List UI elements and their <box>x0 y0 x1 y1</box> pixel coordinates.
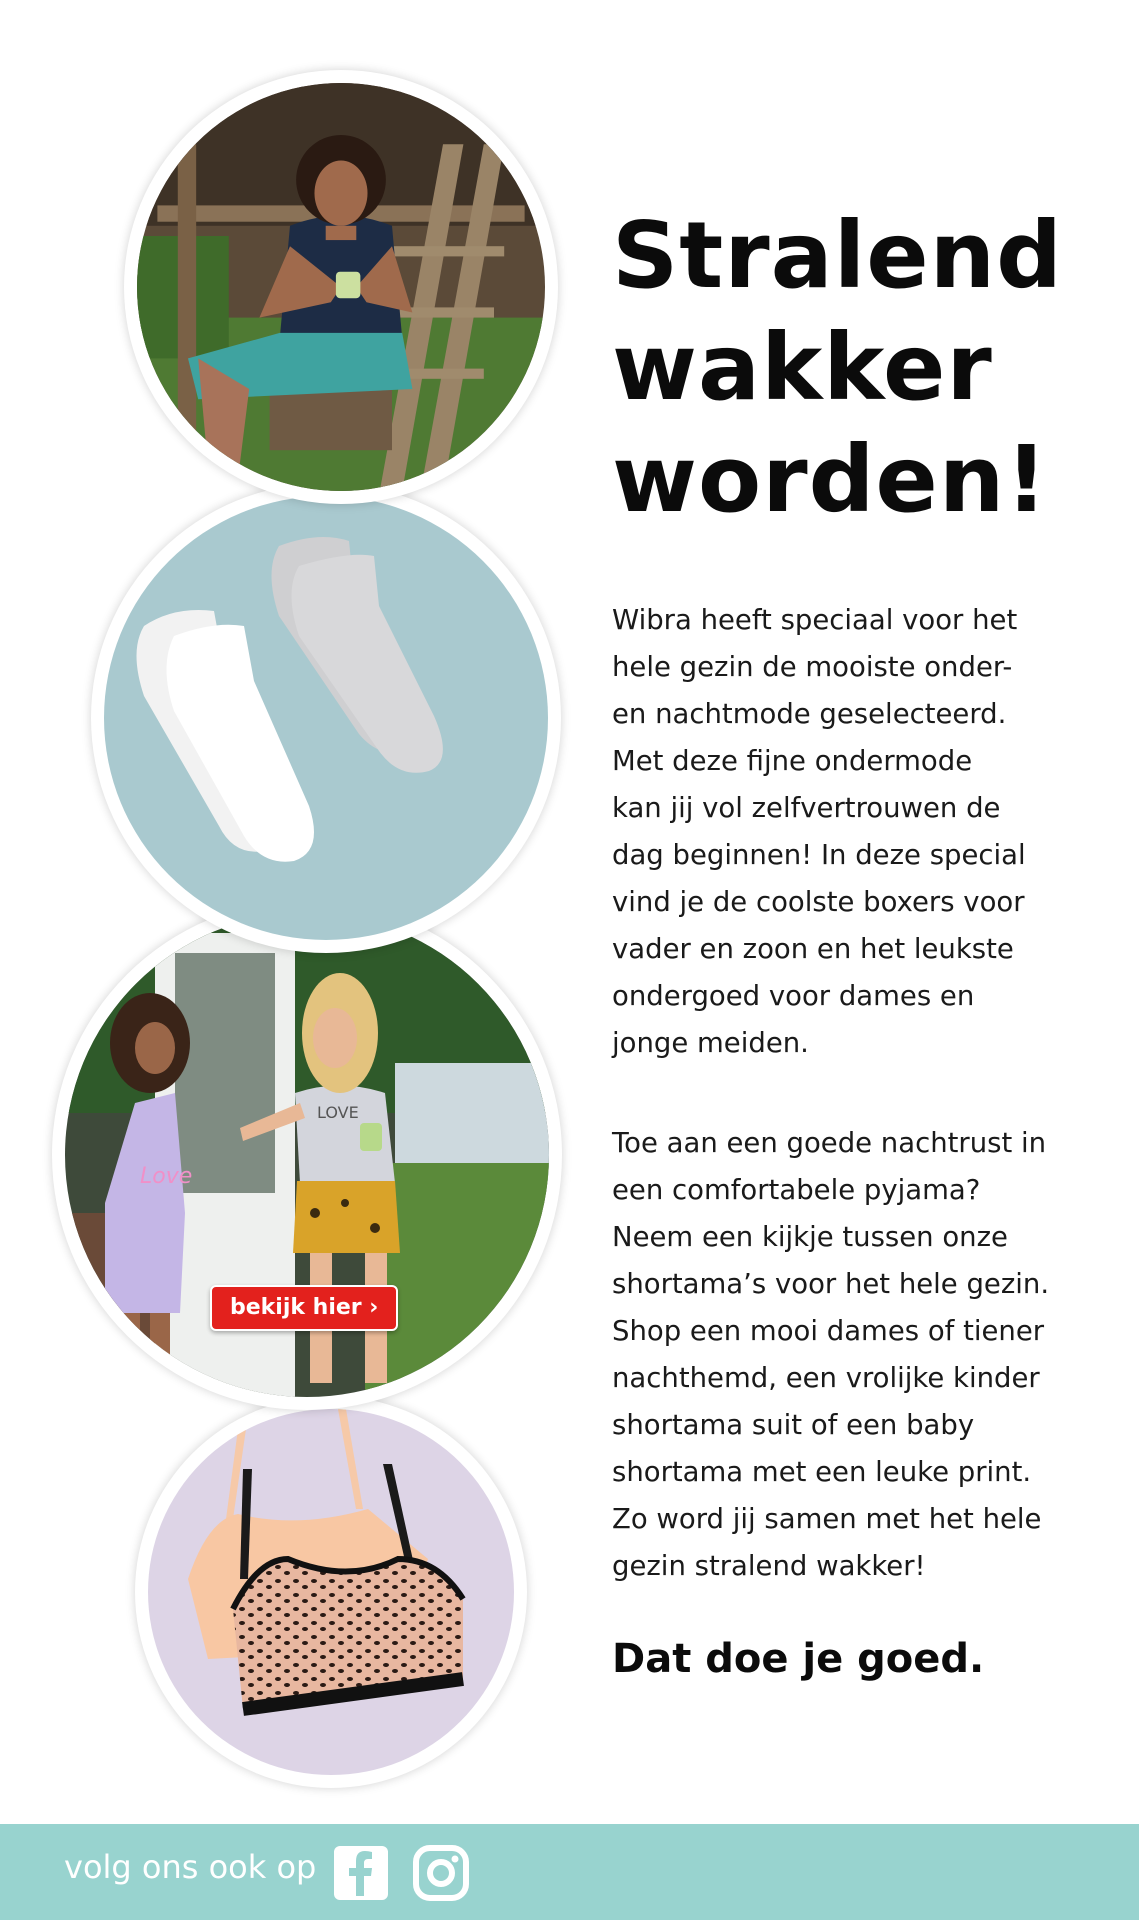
pyjama-paragraph <box>612 1120 1092 1590</box>
man-coffee-illustration <box>137 83 545 491</box>
text-line: jonge meiden. <box>612 1027 809 1059</box>
text-line: nachthemd, een vrolijke kinder <box>612 1362 1040 1394</box>
text-line: shortama met een leuke print. <box>612 1456 1032 1488</box>
text-line: en nachtmode geselecteerd. <box>612 698 1007 730</box>
text-line: kan jij vol zelfvertrouwen de <box>612 792 1001 824</box>
text-line: een comfortabele pyjama? <box>612 1174 981 1206</box>
photo-man-coffee <box>124 70 558 504</box>
text-line: gezin stralend wakker! <box>612 1550 926 1582</box>
facebook-icon[interactable] <box>334 1846 388 1900</box>
bras-illustration <box>148 1409 514 1775</box>
text-line: shortama’s voor het hele gezin. <box>612 1268 1050 1300</box>
text-line: ondergoed voor dames en <box>612 980 975 1012</box>
socks-illustration <box>104 496 548 940</box>
headline-line-3: worden! <box>612 426 1049 533</box>
shirt-print-love: LOVE <box>317 1103 359 1122</box>
text-line: Toe aan een goede nachtrust in <box>612 1127 1047 1159</box>
dress-print-love: Love <box>140 1164 193 1189</box>
social-footer <box>0 1824 1139 1920</box>
text-line: vind je de coolste boxers voor <box>612 886 1025 918</box>
bekijk-hier-button[interactable]: bekijk hier › <box>210 1285 398 1331</box>
text-line: Zo word jij samen met het hele <box>612 1503 1042 1535</box>
text-line: dag beginnen! In deze special <box>612 839 1026 871</box>
text-line: Neem een kijkje tussen onze <box>612 1221 1008 1253</box>
text-line: Wibra heeft speciaal voor het <box>612 604 1018 636</box>
photo-mother-daughter <box>52 900 562 1410</box>
text-line: shortama suit of een baby <box>612 1409 975 1441</box>
text-line: Met deze fijne ondermode <box>612 745 973 777</box>
text-line: Shop een mooi dames of tiener <box>612 1315 1045 1347</box>
text-line: vader en zoon en het leukste <box>612 933 1014 965</box>
photo-bras <box>135 1396 527 1788</box>
photo-socks <box>91 483 561 953</box>
text-line: hele gezin de mooiste onder- <box>612 651 1013 683</box>
intro-paragraph <box>612 597 1092 1067</box>
headline-line-1: Stralend <box>612 202 1063 309</box>
tagline: Dat doe je goed. <box>612 1636 985 1682</box>
headline <box>612 200 1132 536</box>
footer-text: volg ons ook op <box>64 1848 317 1886</box>
headline-line-2: wakker <box>612 314 993 421</box>
instagram-icon[interactable] <box>412 1844 470 1902</box>
